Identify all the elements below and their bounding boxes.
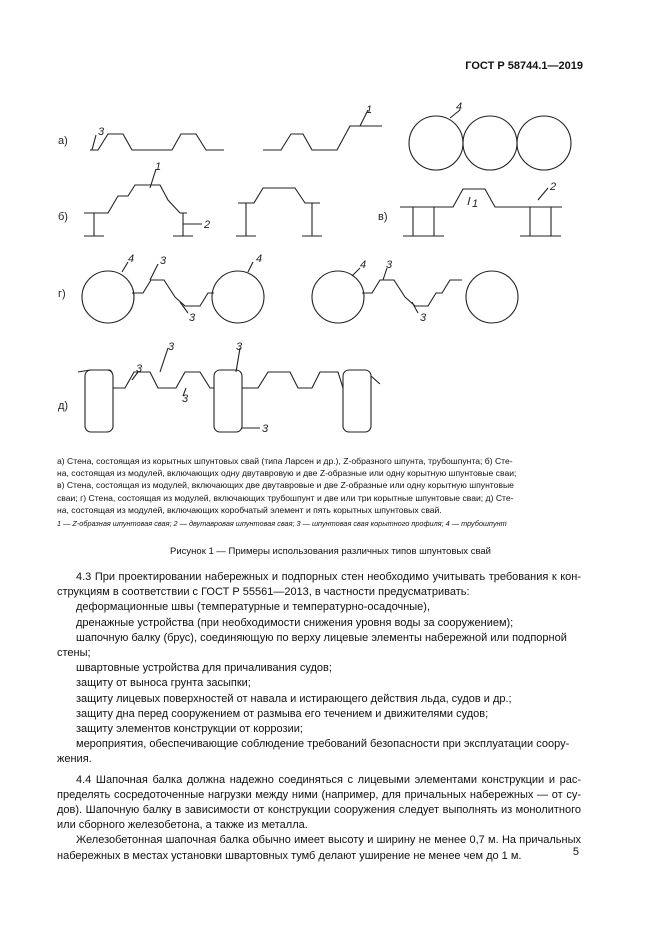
paragraph-cap-beam: Железобетонная шапочная балка обычно имеет высоту и ширину не менее 0,7 м. На причальных набережных в местах установки швартовных тумб делают уширение не менее чем до 1 м. [57, 834, 581, 862]
box-element [343, 370, 371, 432]
callout-2: 2 [550, 181, 557, 193]
list-item: деформационные швы (температурные и температурно-осадочные), [76, 601, 431, 614]
list-item: швартовные устройства для причаливания судов; [76, 662, 332, 675]
body-text [57, 570, 581, 864]
pipe-pile-circle [517, 116, 571, 170]
pipe-pile-circle [212, 271, 264, 323]
pipe-pile-circle [466, 271, 518, 323]
callout-3: 3 [182, 393, 189, 405]
callout-3: 3 [136, 363, 143, 375]
row-label-d: д) [58, 400, 69, 412]
trough-pile-wall-a [90, 134, 224, 150]
z-pile-wall-b2 [238, 188, 320, 203]
figure-caption [57, 455, 581, 516]
callout-1: 1 [366, 104, 373, 116]
box-element [214, 370, 242, 432]
caption-line: сваи; г) Стена, состоящая из модулей, включающих трубошпунт и две или три корытные шпунтовые сваи; д) Сте- [57, 492, 514, 503]
paragraph-4-3: 4.3 При проектировании набережных и подпорных стен необходимо учитывать требования к кон-струкциям в соответствии с ГОСТ Р 55561—2013, в частности предусматривать: [57, 571, 581, 599]
list-item: защиту лицевых поверхностей от навала и истирающего действия льда, судов и др.; [76, 692, 512, 705]
callout-3: 3 [160, 255, 167, 267]
row-label-g: г) [58, 288, 66, 300]
list-item: защиту элементов конструкции от коррозии; [76, 723, 303, 736]
list-item: мероприятия, обеспечивающие соблюдение требований безопасности при эксплуатации соору- [76, 738, 570, 751]
callout-3: 3 [168, 341, 175, 353]
list-item: защиту дна перед сооружением от размыва его течением и движителями судов; [76, 707, 489, 720]
paragraph-4-4: 4.4 Шапочная балка должна надежно соединяться с лицевыми элементами конструкции и рас-пределять сосредоточенные нагрузки между ними (например, для причальных набережных — от су-дов). Шапочную балку в зависимости от конструкции сооружения следует выполнять из монолитного или сборного железобетона, а также из металла. [57, 773, 581, 832]
callout-2: 2 [204, 219, 211, 231]
callout-3: 3 [262, 423, 269, 435]
pipe-pile-circle [82, 271, 134, 323]
list-item: дренажные устройства (при необходимости снижения уровня воды за сооружением); [76, 616, 514, 629]
row-label-a: а) [58, 135, 68, 147]
callout-1: 1 [155, 161, 162, 173]
list-item-continuation: жения. [57, 753, 92, 766]
pipe-pile-circle [312, 271, 364, 323]
callout-3: 3 [98, 126, 105, 138]
list-item: защиту от выноса грунта засыпки; [76, 677, 251, 690]
callout-4: 4 [256, 253, 263, 265]
z-pile-wall-b1 [103, 185, 187, 213]
caption-line: на, состоящая из модулей, включающих коробчатый элемент и пять корытных шпунтовых свай. [57, 504, 442, 515]
callout-3: 3 [420, 312, 427, 324]
figure-legend: 1 — Z-образная шпунтовая свая; 2 — двутавровая шпунтовая свая; 3 — шпунтовая свая корытного профиля; 4 — трубошпунт [57, 519, 507, 528]
callout-3: 3 [189, 312, 196, 324]
box-element [85, 370, 113, 432]
caption-line: а) Стена, состоящая из корытных шпунтовых свай (типа Ларсен и др.), Z-образного шпунта, трубошпунта; б) Сте- [57, 456, 513, 466]
list-item-continuation: стены; [57, 647, 91, 660]
callout-4: 4 [128, 253, 135, 265]
callout-1: 1 [472, 198, 479, 210]
caption-line: на, состоящая из модулей, включающих одну двутавровую и две Z-образные или одну корытную шпунтовые сваи; [57, 468, 517, 479]
sheet-pile-figure [0, 0, 661, 440]
callout-3: 3 [236, 341, 243, 353]
row-label-b: б) [58, 211, 68, 223]
pipe-pile-circle [463, 116, 517, 170]
page-number: 5 [572, 846, 579, 858]
callout-3: 3 [386, 259, 393, 271]
pipe-pile-circle [409, 116, 463, 170]
figure-title: Рисунок 1 — Примеры использования различных типов шпунтовых свай [170, 546, 491, 557]
document-code: ГОСТ Р 58744.1—2019 [465, 60, 583, 72]
callout-4: 4 [360, 259, 367, 271]
z-pile-wall-v [400, 189, 562, 207]
callout-4: 4 [456, 101, 463, 113]
caption-line: в) Стена, состоящая из модулей, включающих две двутавровые и две Z-образные или одну корытную шпунтовые [57, 480, 514, 491]
row-label-v: в) [378, 211, 388, 223]
list-item: шапочную балку (брус), соединяющую по верху лицевые элементы набережной или подпорной [76, 631, 567, 644]
z-pile-wall-a [263, 126, 382, 150]
